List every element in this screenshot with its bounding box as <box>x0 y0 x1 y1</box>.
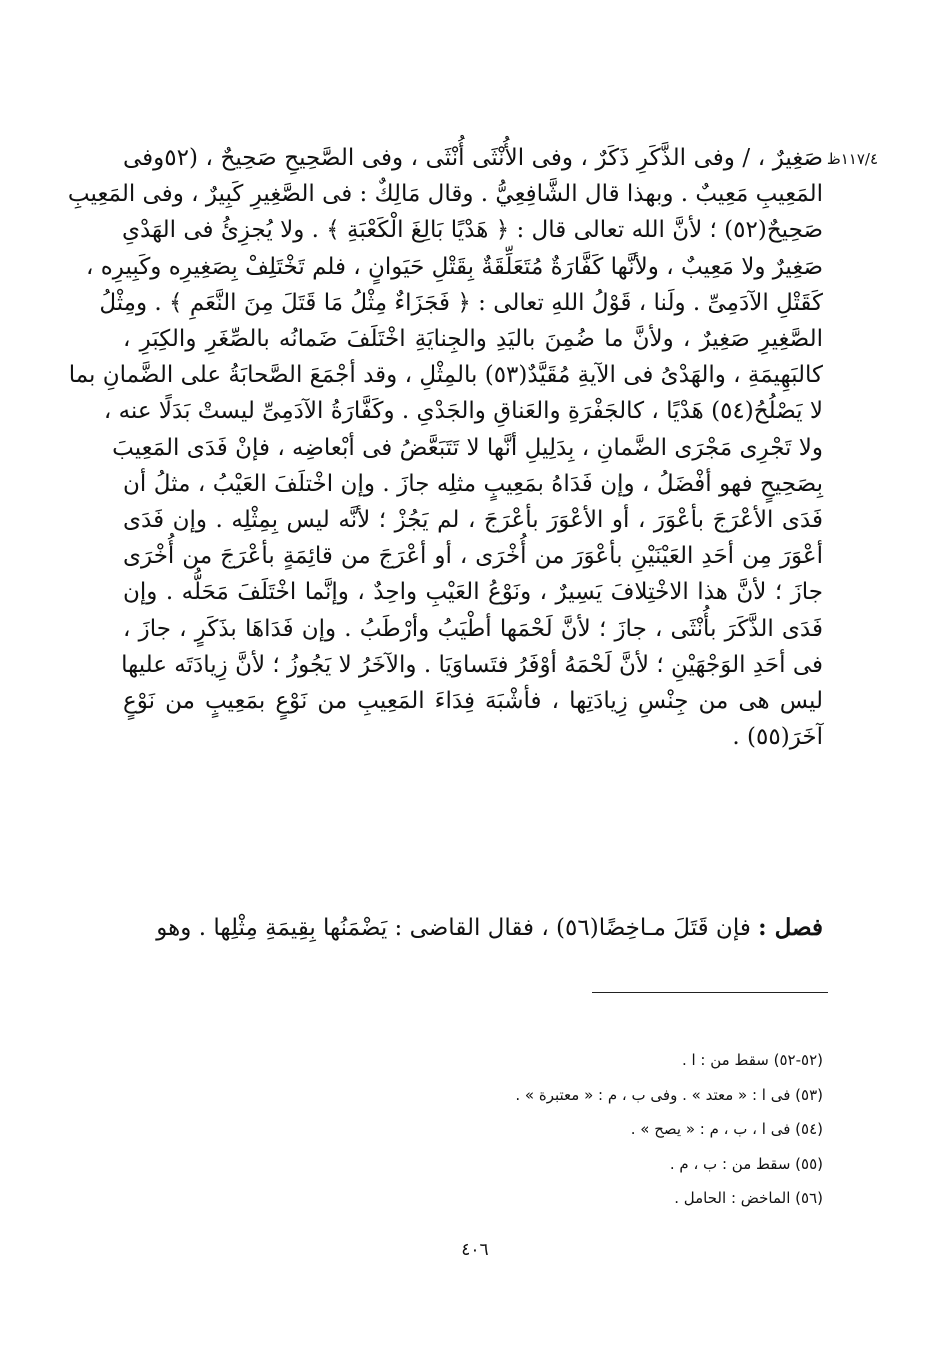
page-number: ٤٠٦ <box>461 1240 489 1260</box>
footnotes <box>323 1043 823 1216</box>
text-line: صَغِيرٌ ولا مَعِيبٌ ، ولأنَّها كَفَّارَةٌ مُتَعَلِّقَةٌ بِقَتْلِ حَيَوانٍ ، فلم تَخْتَلِفْ بِصَغِيرِه وكَبِيرِه ، <box>85 253 823 280</box>
section-text: فإن قَتَلَ مـاخِضًا(٥٦) ، فقال القاضى : يَضْمَنُها بِقِيمَةِ مِثْلِها . وهو <box>156 915 759 941</box>
footnote: (٥٣) فى ا : « معتد » . وفى ب ، م : « معتبرة » . <box>515 1085 823 1104</box>
text-line: ليس هى من جِنْسِ زِيادَتِها ، فأشْبَهَ فِدَاءَ المَعِيبِ من نَوْعٍ بمَعِيبٍ من نَوْعٍ <box>123 688 823 715</box>
text-line: أعْوَرَ مِن أحَدِ العَيْنَيْنِ بأعْوَرَ من أُخْرَى ، أو أعْرَجَ من قائِمَةٍ بأعْرَجَ من أُخْرَى <box>123 543 823 570</box>
text-line: آخَرَ(٥٥) . <box>732 724 823 751</box>
text-line: كالبَهِيمَةِ ، والهَدْىُ فى الآيةِ مُقَيَّدٌ(٥٣) بالمِثْلِ ، وقد أجْمَعَ الصَّحابَةُ على الضَّمانِ بما <box>68 362 823 389</box>
text-line: لا يَصْلُحُ(٥٤) هَدْيًا ، كالجَفْرَةِ والعَناقِ والجَدْىِ . وكَفَّارَةُ الآدَمِىِّ ليستْ بَدَلًا عنه ، <box>103 398 823 425</box>
text-line: صَحِيحٌ(٥٢) ؛ لأنَّ الله تعالى قال : ﴿ هَدْيًا بَالِغَ الْكَعْبَةِ ﴾ . ولا يُجزِئُ فى الهَدْىِ <box>121 217 823 244</box>
footnote: (٥٦) الماخض : الحامل . <box>674 1189 823 1207</box>
text-line: صَغِيرٌ ، / وفى الذَّكَرِ ذَكَرٌ ، وفى الأُنْثَى أُنْثَى ، وفى الصَّحِيحِ صَحِيحٌ ، (٥٢وفى <box>123 145 823 171</box>
text-line: فَدَى الذَّكَرَ بأُنْثَى ، جازَ ؛ لأنَّ لَحْمَها أطْيَبُ وأرْطَبُ . وإن فَدَاهَا بذَكَرٍ ، جازَ ، <box>123 615 823 642</box>
main-text <box>67 140 823 755</box>
footnote-separator <box>592 992 828 993</box>
footnote: (٥٢-٥٢) سقط من : ا . <box>681 1051 823 1069</box>
text-line: جازَ ؛ لأنَّ هذا الاخْتِلافَ يَسِيرٌ ، ونَوْعُ العَيْبِ واحِدٌ ، وإنَّما اخْتَلَفَ مَحَلُّه . وإن <box>123 579 823 606</box>
margin-folio-reference: ١١٧/٤ظ <box>826 150 878 168</box>
text-line: ولا تَجْرِى مَجْرَى الضَّمانِ ، بِدَلِيلِ أنَّها لا تَتَبَعَّضُ فى أبْعاضِه ، فإنْ فَدَى المَعِيبَ <box>112 434 823 461</box>
footnote: (٥٤) فى ا ، ب ، م : « يصح » . <box>630 1120 823 1138</box>
section-paragraph <box>123 910 823 946</box>
text-line: كَقَتْلِ الآدَمِىِّ . ولَنا ، قَوْلُ اللهِ تعالى : ﴿ فَجَزَاءٌ مِثْلُ مَا قَتَلَ مِنَ النَّعَمِ ﴾ . ومِثْلُ <box>99 289 823 316</box>
text-line: بِصَحِيحٍ فهو أفْضَلُ ، وإن فَدَاهُ بمَعِيبٍ مثلِه جازَ . وإن اخْتلَفَ العَيْبُ ، مثلُ أن <box>123 470 823 497</box>
text-line: فى أحَدِ الوَجْهَيْنِ ؛ لأنَّ لَحْمَهُ أوْفَرُ فتَساوَيَا . والآخَرُ لا يَجُوزُ ؛ لأنَّ زِيادَتَه عليها <box>121 651 823 678</box>
text-line: الصَّغِيرِ صَغِيرٌ ، ولأنَّ ما ضُمِنَ باليَدِ والجِنايَةِ اخْتَلَفَ ضَمانُه بالصِّغَرِ والكِبَرِ ، <box>123 326 823 353</box>
footnote: (٥٥) سقط من : ب ، م . <box>669 1154 823 1173</box>
text-line: فَدَى الأعْرَجَ بأعْوَرَ ، أو الأعْوَرَ بأعْرَجَ ، لم يَجُزْ ؛ لأنَّه ليس بِمِثْلِه . وإن فَدَى <box>123 507 823 534</box>
section-heading: فصل : <box>758 914 823 941</box>
text-line: المَعِيبِ مَعِيبٌ . وبهذا قال الشَّافِعِيُّ . وقال مَالِكٌ : فى الصَّغِيرِ كَبِيرٌ ، وفى المَعِيبِ <box>67 181 823 208</box>
